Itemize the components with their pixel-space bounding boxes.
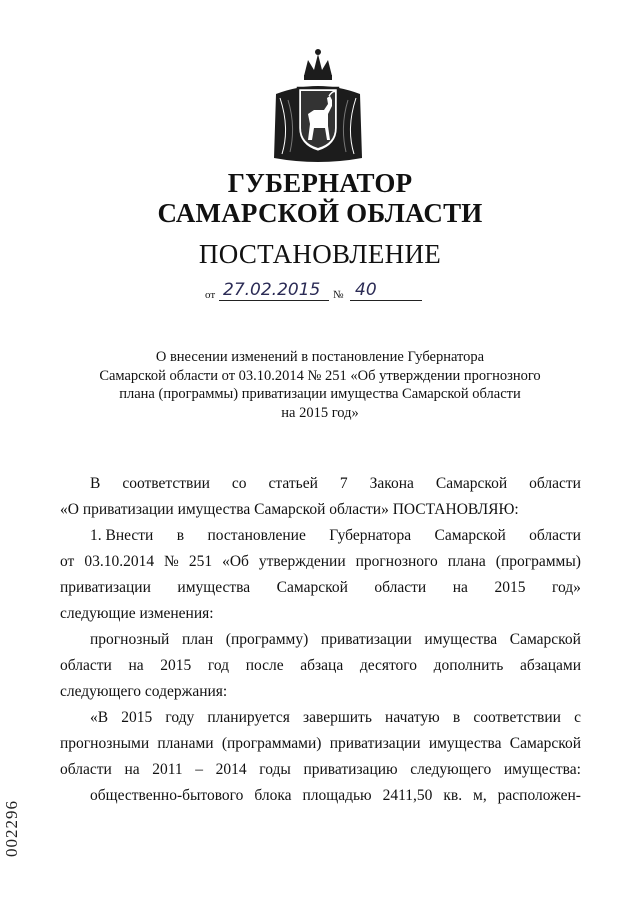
body-word: план xyxy=(181,631,214,648)
date-prefix: от xyxy=(205,289,216,301)
body-word: соответствии xyxy=(473,709,561,726)
body-word: Самарской xyxy=(434,527,506,544)
authority-title-line2: САМАРСКОЙ ОБЛАСТИ xyxy=(157,198,483,228)
body-word: статьей xyxy=(268,475,318,492)
body-word: приватизации xyxy=(60,579,151,596)
body-line xyxy=(60,757,581,783)
body-line xyxy=(60,627,581,653)
body-word: прогнозными xyxy=(60,735,150,752)
body-word: годы xyxy=(259,761,291,778)
handwritten-number: 40 xyxy=(355,280,377,300)
body-word: начатую xyxy=(385,709,440,726)
body-line xyxy=(60,783,581,809)
body-word: на xyxy=(128,657,144,674)
body-word: прогнозный xyxy=(90,631,170,648)
body-word: имущества xyxy=(177,579,251,596)
body-word: области xyxy=(60,657,112,674)
authority-title-line1: ГУБЕРНАТОР xyxy=(227,168,413,198)
body-word: год xyxy=(207,657,230,674)
body-word: утверждении xyxy=(258,553,346,570)
body-word: абзацами xyxy=(519,657,581,674)
body-line xyxy=(60,471,581,497)
subject-line: на 2015 год» xyxy=(281,404,359,421)
date-underline xyxy=(219,300,329,301)
body-word: «В xyxy=(90,709,109,726)
body-word: Самарской xyxy=(435,475,508,492)
body-word: плана xyxy=(447,553,486,570)
body-word: Губернатора xyxy=(329,527,412,544)
body-word: имущества: xyxy=(503,761,581,778)
body-word: 7 xyxy=(339,475,348,492)
date-number-line xyxy=(205,280,435,304)
body-word: «Об xyxy=(222,553,249,570)
body-line xyxy=(60,575,581,601)
body-word: (программы) xyxy=(495,553,581,570)
body-word: области xyxy=(374,579,427,596)
body-word: области xyxy=(529,475,581,492)
body-line xyxy=(60,653,581,679)
body-word: от xyxy=(60,553,75,570)
body-word: в xyxy=(452,709,461,726)
subject-line: Самарской области от 03.10.2014 № 251 «Об утверждении прогнозного xyxy=(99,367,541,384)
body-line xyxy=(60,705,581,731)
body-word: расположен- xyxy=(497,787,581,804)
body-word: 2011 xyxy=(152,761,183,778)
subject-line: плана (программы) приватизации имущества Самарской области xyxy=(119,386,521,402)
body-word: – xyxy=(195,761,204,778)
body-word: Самарской xyxy=(276,579,348,596)
body-word: имущества xyxy=(424,631,498,648)
body-line xyxy=(60,731,581,757)
body-word: на xyxy=(124,761,140,778)
subject-line: О внесении изменений в постановление Губернатора xyxy=(155,349,485,365)
body-word: приватизацию xyxy=(303,761,398,778)
body-word: Закона xyxy=(369,475,414,492)
body-word: соответствии xyxy=(122,475,210,492)
body-word: планами xyxy=(157,735,214,752)
document-body xyxy=(60,471,581,809)
body-word: кв. xyxy=(443,787,463,804)
body-word: имущества xyxy=(428,735,502,752)
body-word: м, xyxy=(473,787,487,804)
body-word: завершить xyxy=(302,709,372,726)
body-word: с xyxy=(574,709,581,726)
body-word: следующего xyxy=(410,761,492,778)
handwritten-date: 27.02.2015 xyxy=(223,280,321,300)
body-word: 2014 xyxy=(215,761,247,778)
body-word: (программами) xyxy=(221,735,322,752)
body-line: «О приватизации имущества Самарской области» ПОСТАНОВЛЯЮ: xyxy=(60,501,519,518)
body-word: Самарской xyxy=(509,735,581,752)
body-word: год» xyxy=(552,579,581,596)
body-word: постановление xyxy=(207,527,306,544)
document-subject xyxy=(60,348,580,422)
body-word: Самарской xyxy=(509,631,581,648)
body-word: прогнозного xyxy=(355,553,438,570)
body-word: общественно-бытового xyxy=(90,787,244,804)
body-word: 2015 xyxy=(121,709,153,726)
body-word: после xyxy=(245,657,284,674)
body-word: 2411,50 xyxy=(382,787,433,804)
body-word: в xyxy=(176,527,185,544)
registration-number: 002296 xyxy=(2,800,21,857)
body-word: году xyxy=(165,709,195,726)
coat-of-arms-icon xyxy=(270,48,366,166)
body-word: 2015 xyxy=(494,579,526,596)
body-word: (программу) xyxy=(225,631,309,648)
body-word: блока xyxy=(254,787,292,804)
body-word: 03.10.2014 xyxy=(84,553,155,570)
body-word: планируется xyxy=(207,709,290,726)
body-line: следующие изменения: xyxy=(60,605,214,622)
body-word: области xyxy=(60,761,112,778)
body-word: приватизации xyxy=(329,735,421,752)
number-prefix: № xyxy=(333,289,344,301)
body-word: абзаца xyxy=(300,657,344,674)
body-word: площадью xyxy=(302,787,372,804)
document-type: ПОСТАНОВЛЕНИЕ xyxy=(198,239,442,269)
body-word: десятого xyxy=(359,657,418,674)
body-word: 2015 xyxy=(160,657,192,674)
body-line: следующего содержания: xyxy=(60,683,228,700)
body-word: В xyxy=(90,475,101,492)
body-word: приватизации xyxy=(320,631,412,648)
body-word: № xyxy=(164,553,179,570)
body-word: дополнить xyxy=(433,657,504,674)
body-word: на xyxy=(452,579,468,596)
number-underline xyxy=(350,300,422,301)
body-word: области xyxy=(529,527,581,544)
body-word: со xyxy=(231,475,247,492)
body-line xyxy=(60,549,581,575)
body-line xyxy=(60,523,581,549)
body-word: 1. Внести xyxy=(90,527,154,544)
body-word: 251 xyxy=(188,553,213,570)
